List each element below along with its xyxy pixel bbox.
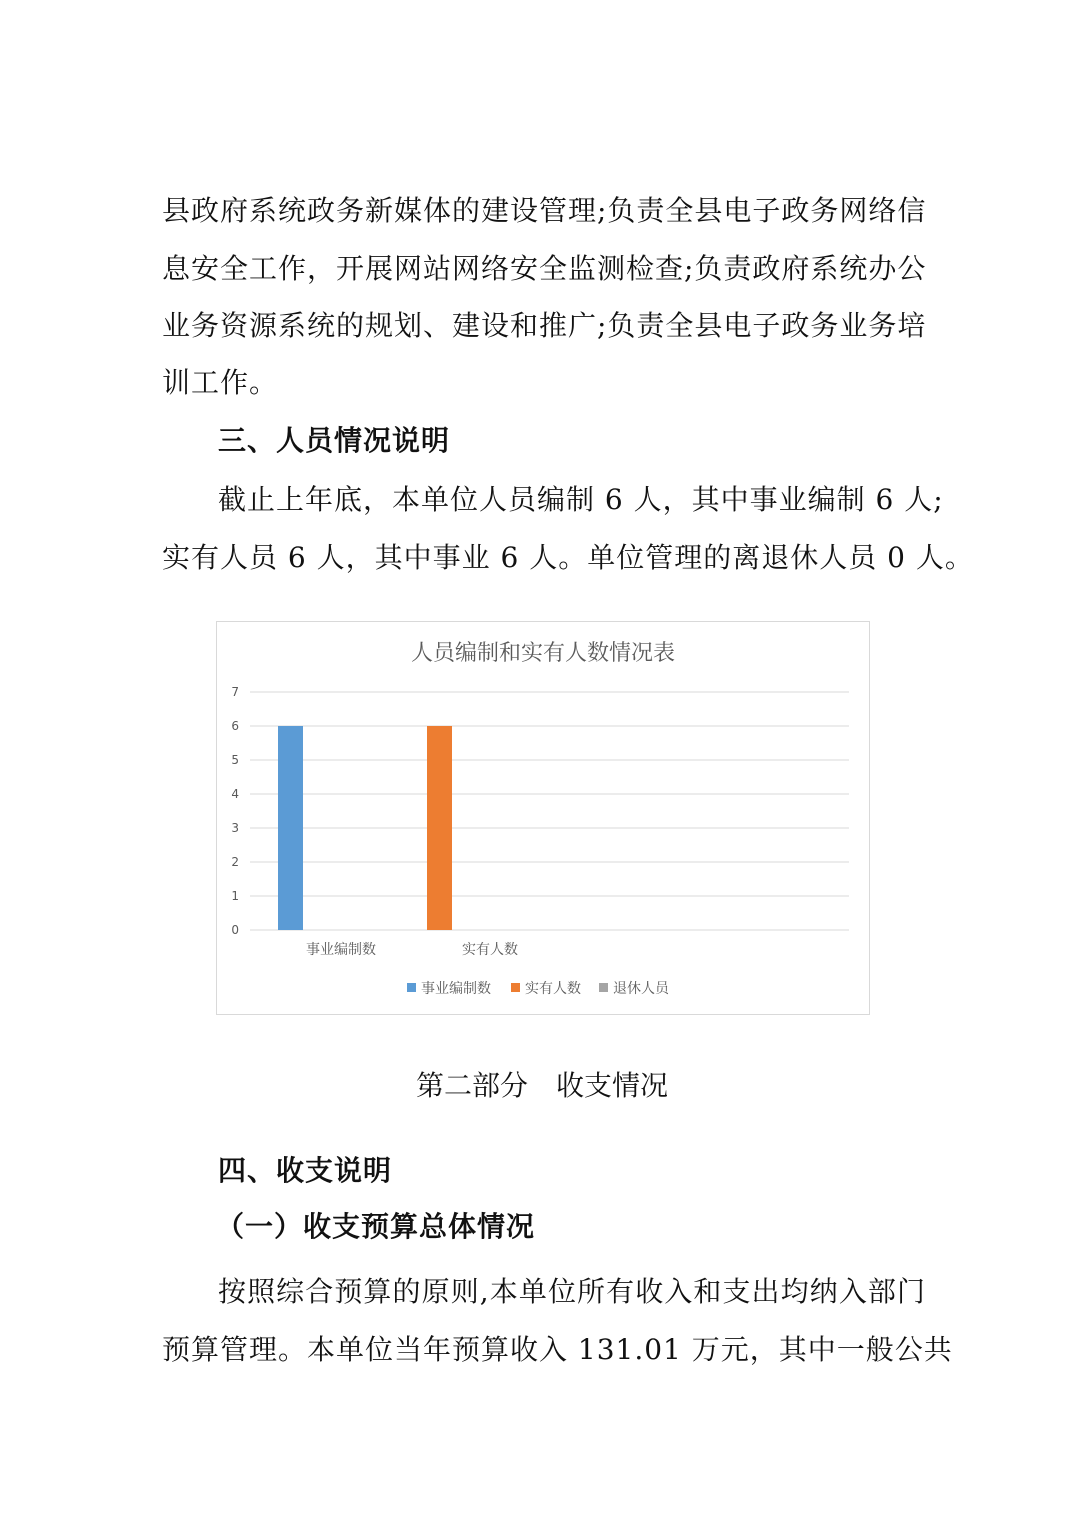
legend-swatch: [511, 983, 520, 992]
y-tick-label: 6: [231, 719, 239, 733]
paragraph-line: 县政府系统政务新媒体的建设管理;负责全县电子政务网络信: [162, 194, 927, 227]
paragraph-line: 预算管理。本单位当年预算收入 131.01 万元，其中一般公共: [162, 1333, 953, 1366]
section-heading: 四、收支说明: [218, 1154, 393, 1187]
legend-label: 实有人数: [525, 981, 581, 997]
section-heading: 三、人员情况说明: [218, 424, 451, 457]
chart-title: 人员编制和实有人数情况表: [410, 641, 676, 666]
y-tick-label: 5: [231, 753, 239, 767]
staff-chart: [216, 621, 870, 1015]
x-tick-label: 实有人数: [462, 942, 518, 958]
legend-label: 退休人员: [613, 981, 669, 997]
paragraph-line: 训工作。: [162, 366, 279, 399]
part-title: 第二部分 收支情况: [415, 1069, 668, 1102]
subsection-heading: （一）收支预算总体情况: [216, 1210, 536, 1243]
y-tick-label: 0: [231, 923, 239, 937]
y-tick-label: 2: [231, 855, 239, 869]
paragraph-line: 截止上年底，本单位人员编制 6 人，其中事业编制 6 人;: [218, 483, 944, 516]
y-tick-label: 3: [231, 821, 239, 835]
y-tick-label: 4: [231, 787, 239, 801]
legend-swatch: [407, 983, 416, 992]
y-tick-label: 7: [231, 685, 239, 699]
x-tick-label: 事业编制数: [306, 942, 376, 958]
bar-2: [427, 726, 452, 930]
legend-label: 事业编制数: [421, 981, 491, 997]
staff-chart-svg: [217, 622, 869, 1014]
paragraph-line: 按照综合预算的原则,本单位所有收入和支出均纳入部门: [218, 1275, 926, 1308]
legend-swatch: [599, 983, 608, 992]
paragraph-line: 实有人员 6 人，其中事业 6 人。单位管理的离退休人员 0 人。: [162, 541, 974, 574]
bar-1: [278, 726, 303, 930]
y-tick-label: 1: [231, 889, 239, 903]
paragraph-line: 业务资源系统的规划、建设和推广;负责全县电子政务业务培: [162, 309, 927, 342]
paragraph-line: 息安全工作，开展网站网络安全监测检查;负责政府系统办公: [162, 252, 927, 285]
